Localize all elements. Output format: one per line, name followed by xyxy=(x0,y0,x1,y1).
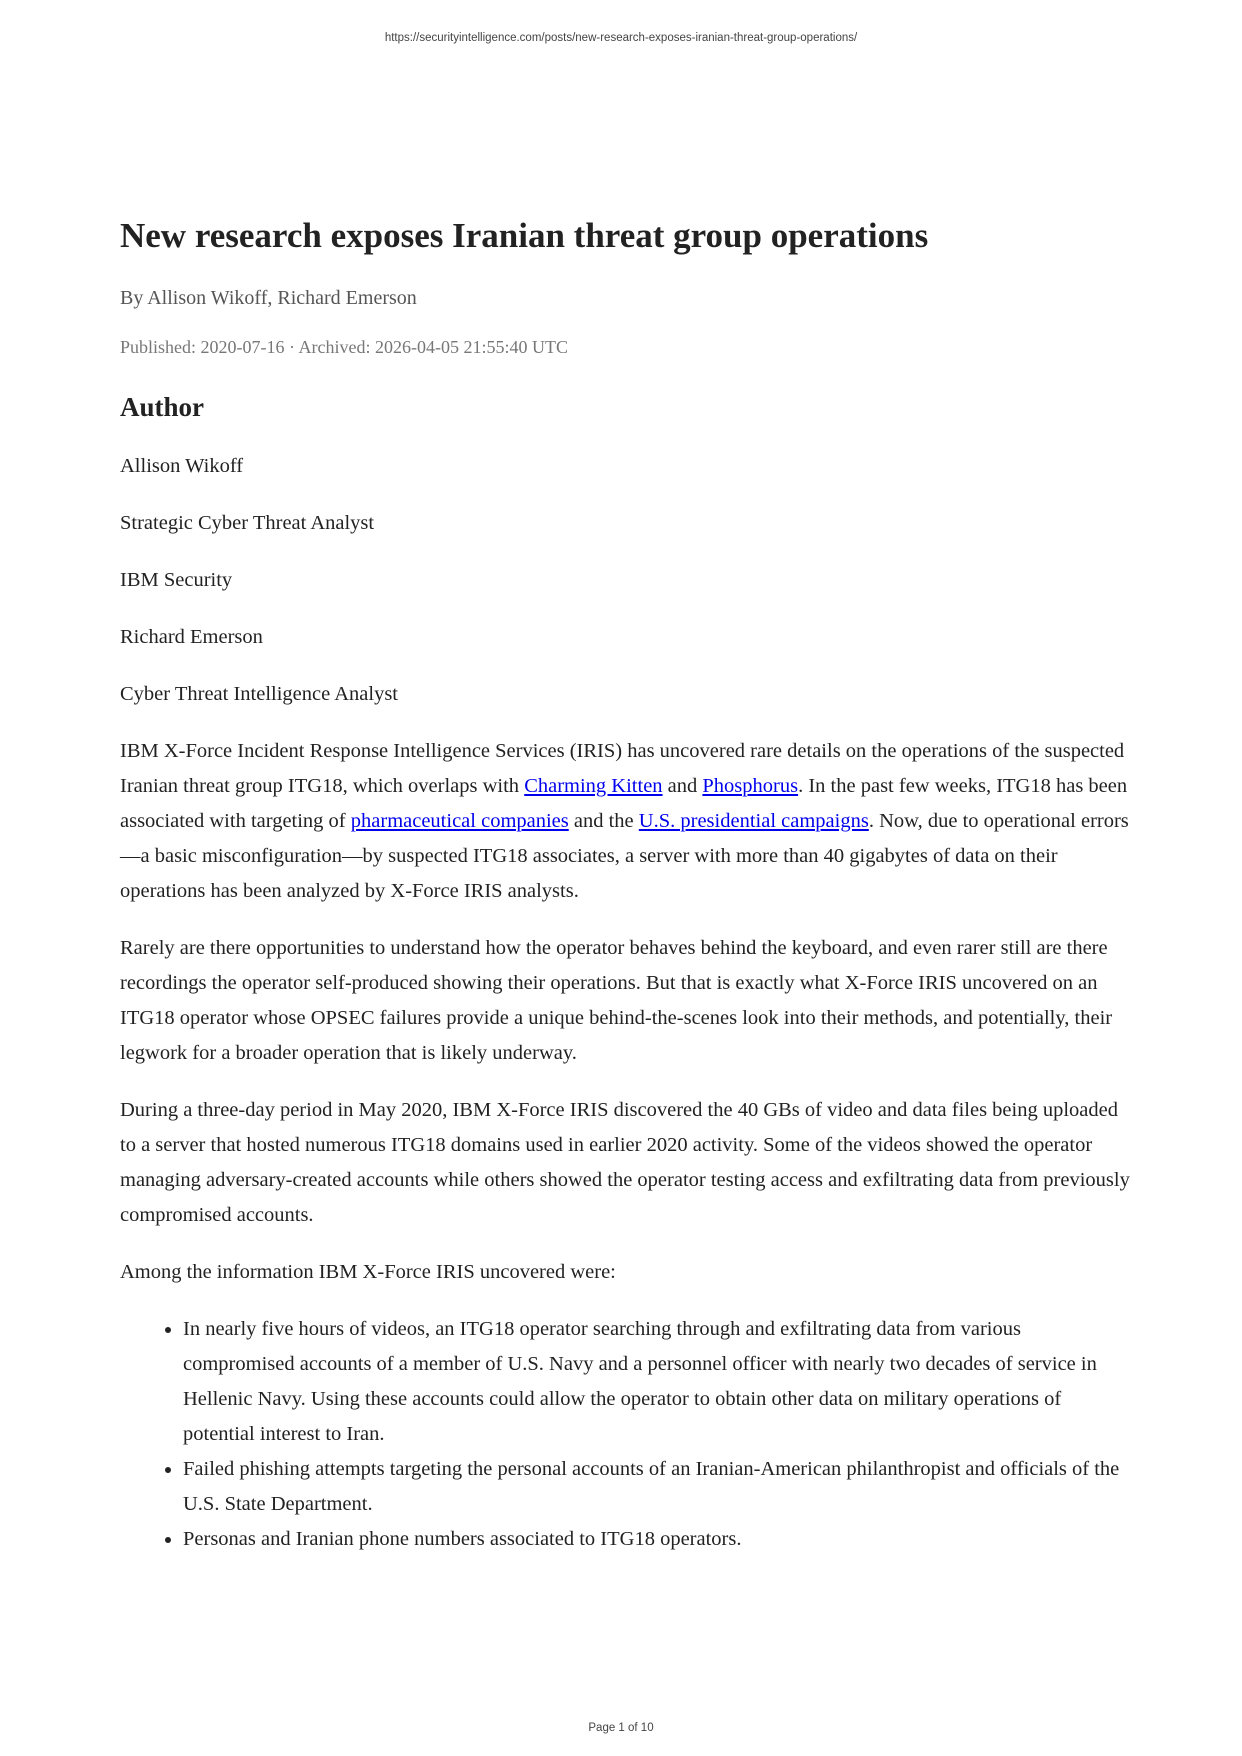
author-title-1: Strategic Cyber Threat Analyst xyxy=(120,512,375,534)
paragraph-intro-text-4: and the xyxy=(568,810,639,832)
paragraph-intro-text-1: IBM X-Force Incident Response Intelligence Services (IRIS) has uncovered rare details on the operations of the suspected Iranian threat group ITG18, which overlaps with xyxy=(120,740,1125,797)
paragraph-intro-text-3: . In the past few weeks, ITG18 has been associated with targeting of xyxy=(120,775,1128,832)
page-number-footer: Page 1 of 10 xyxy=(588,1722,654,1734)
paragraph-intro xyxy=(120,734,1136,909)
page-url-header: https://securityintelligence.com/posts/new-research-exposes-iranian-threat-group-operations/ xyxy=(384,32,858,44)
paragraph-discovery: During a three-day period in May 2020, IBM X-Force IRIS discovered the 40 GBs of video and data files being uploaded to a server that hosted numerous ITG18 domains used in earlier 2020 activity. Some of the videos showed the operator managing adversary-created accounts while others showed the operator testing access and exfiltrating data from previously compromised accounts. xyxy=(120,1099,1130,1226)
paragraph-intro-text-2: and xyxy=(662,775,703,797)
author-name-2: Richard Emerson xyxy=(120,626,263,648)
list-item: • In nearly five hours of videos, an ITG18 operator searching through and exfiltrating data from various compromised accounts of a member of U.S. Navy and a personnel officer with nearly two decades of service in Hellenic Navy. Using these accounts could allow the operator to obtain other data on military operations of potential interest to Iran. xyxy=(183,1312,1136,1452)
findings-list xyxy=(120,1312,1136,1557)
paragraph-intro-text-5: . Now, due to operational errors—a basic misconfiguration—by suspected ITG18 associates, a server with more than 40 gigabytes of data on their operations has been analyzed by X-Force IRIS analysts. xyxy=(120,810,1129,902)
article-byline: By Allison Wikoff, Richard Emerson xyxy=(120,287,417,309)
author-name-1: Allison Wikoff xyxy=(120,455,244,477)
link-charming-kitten[interactable]: Charming Kitten xyxy=(524,775,663,797)
link-us-presidential-campaigns[interactable]: U.S. presidential campaigns xyxy=(638,810,869,832)
author-org-1: IBM Security xyxy=(120,569,233,591)
author-title-2: Cyber Threat Intelligence Analyst xyxy=(120,683,398,705)
link-phosphorus[interactable]: Phosphorus xyxy=(702,775,799,797)
list-item: • Personas and Iranian phone numbers associated to ITG18 operators. xyxy=(183,1522,1136,1557)
article xyxy=(120,212,1136,1557)
list-item: • Failed phishing attempts targeting the personal accounts of an Iranian-American philanthropist and officials of the U.S. State Department. xyxy=(183,1452,1136,1522)
article-title: New research exposes Iranian threat group operations xyxy=(120,216,929,255)
paragraph-findings-intro: Among the information IBM X-Force IRIS uncovered were: xyxy=(120,1261,616,1283)
article-meta: Published: 2020-07-16 · Archived: 2026-04-05 21:55:40 UTC xyxy=(120,337,568,357)
author-heading: Author xyxy=(120,392,205,422)
paragraph-opsec: Rarely are there opportunities to understand how the operator behaves behind the keyboard, and even rarer still are there recordings the operator self-produced showing their operations. But that is exactly what X-Force IRIS uncovered on an ITG18 operator whose OPSEC failures provide a unique behind-the-scenes look into their methods, and potentially, their legwork for a broader operation that is likely underway. xyxy=(120,937,1113,1064)
link-pharmaceutical-companies[interactable]: pharmaceutical companies xyxy=(350,810,569,832)
